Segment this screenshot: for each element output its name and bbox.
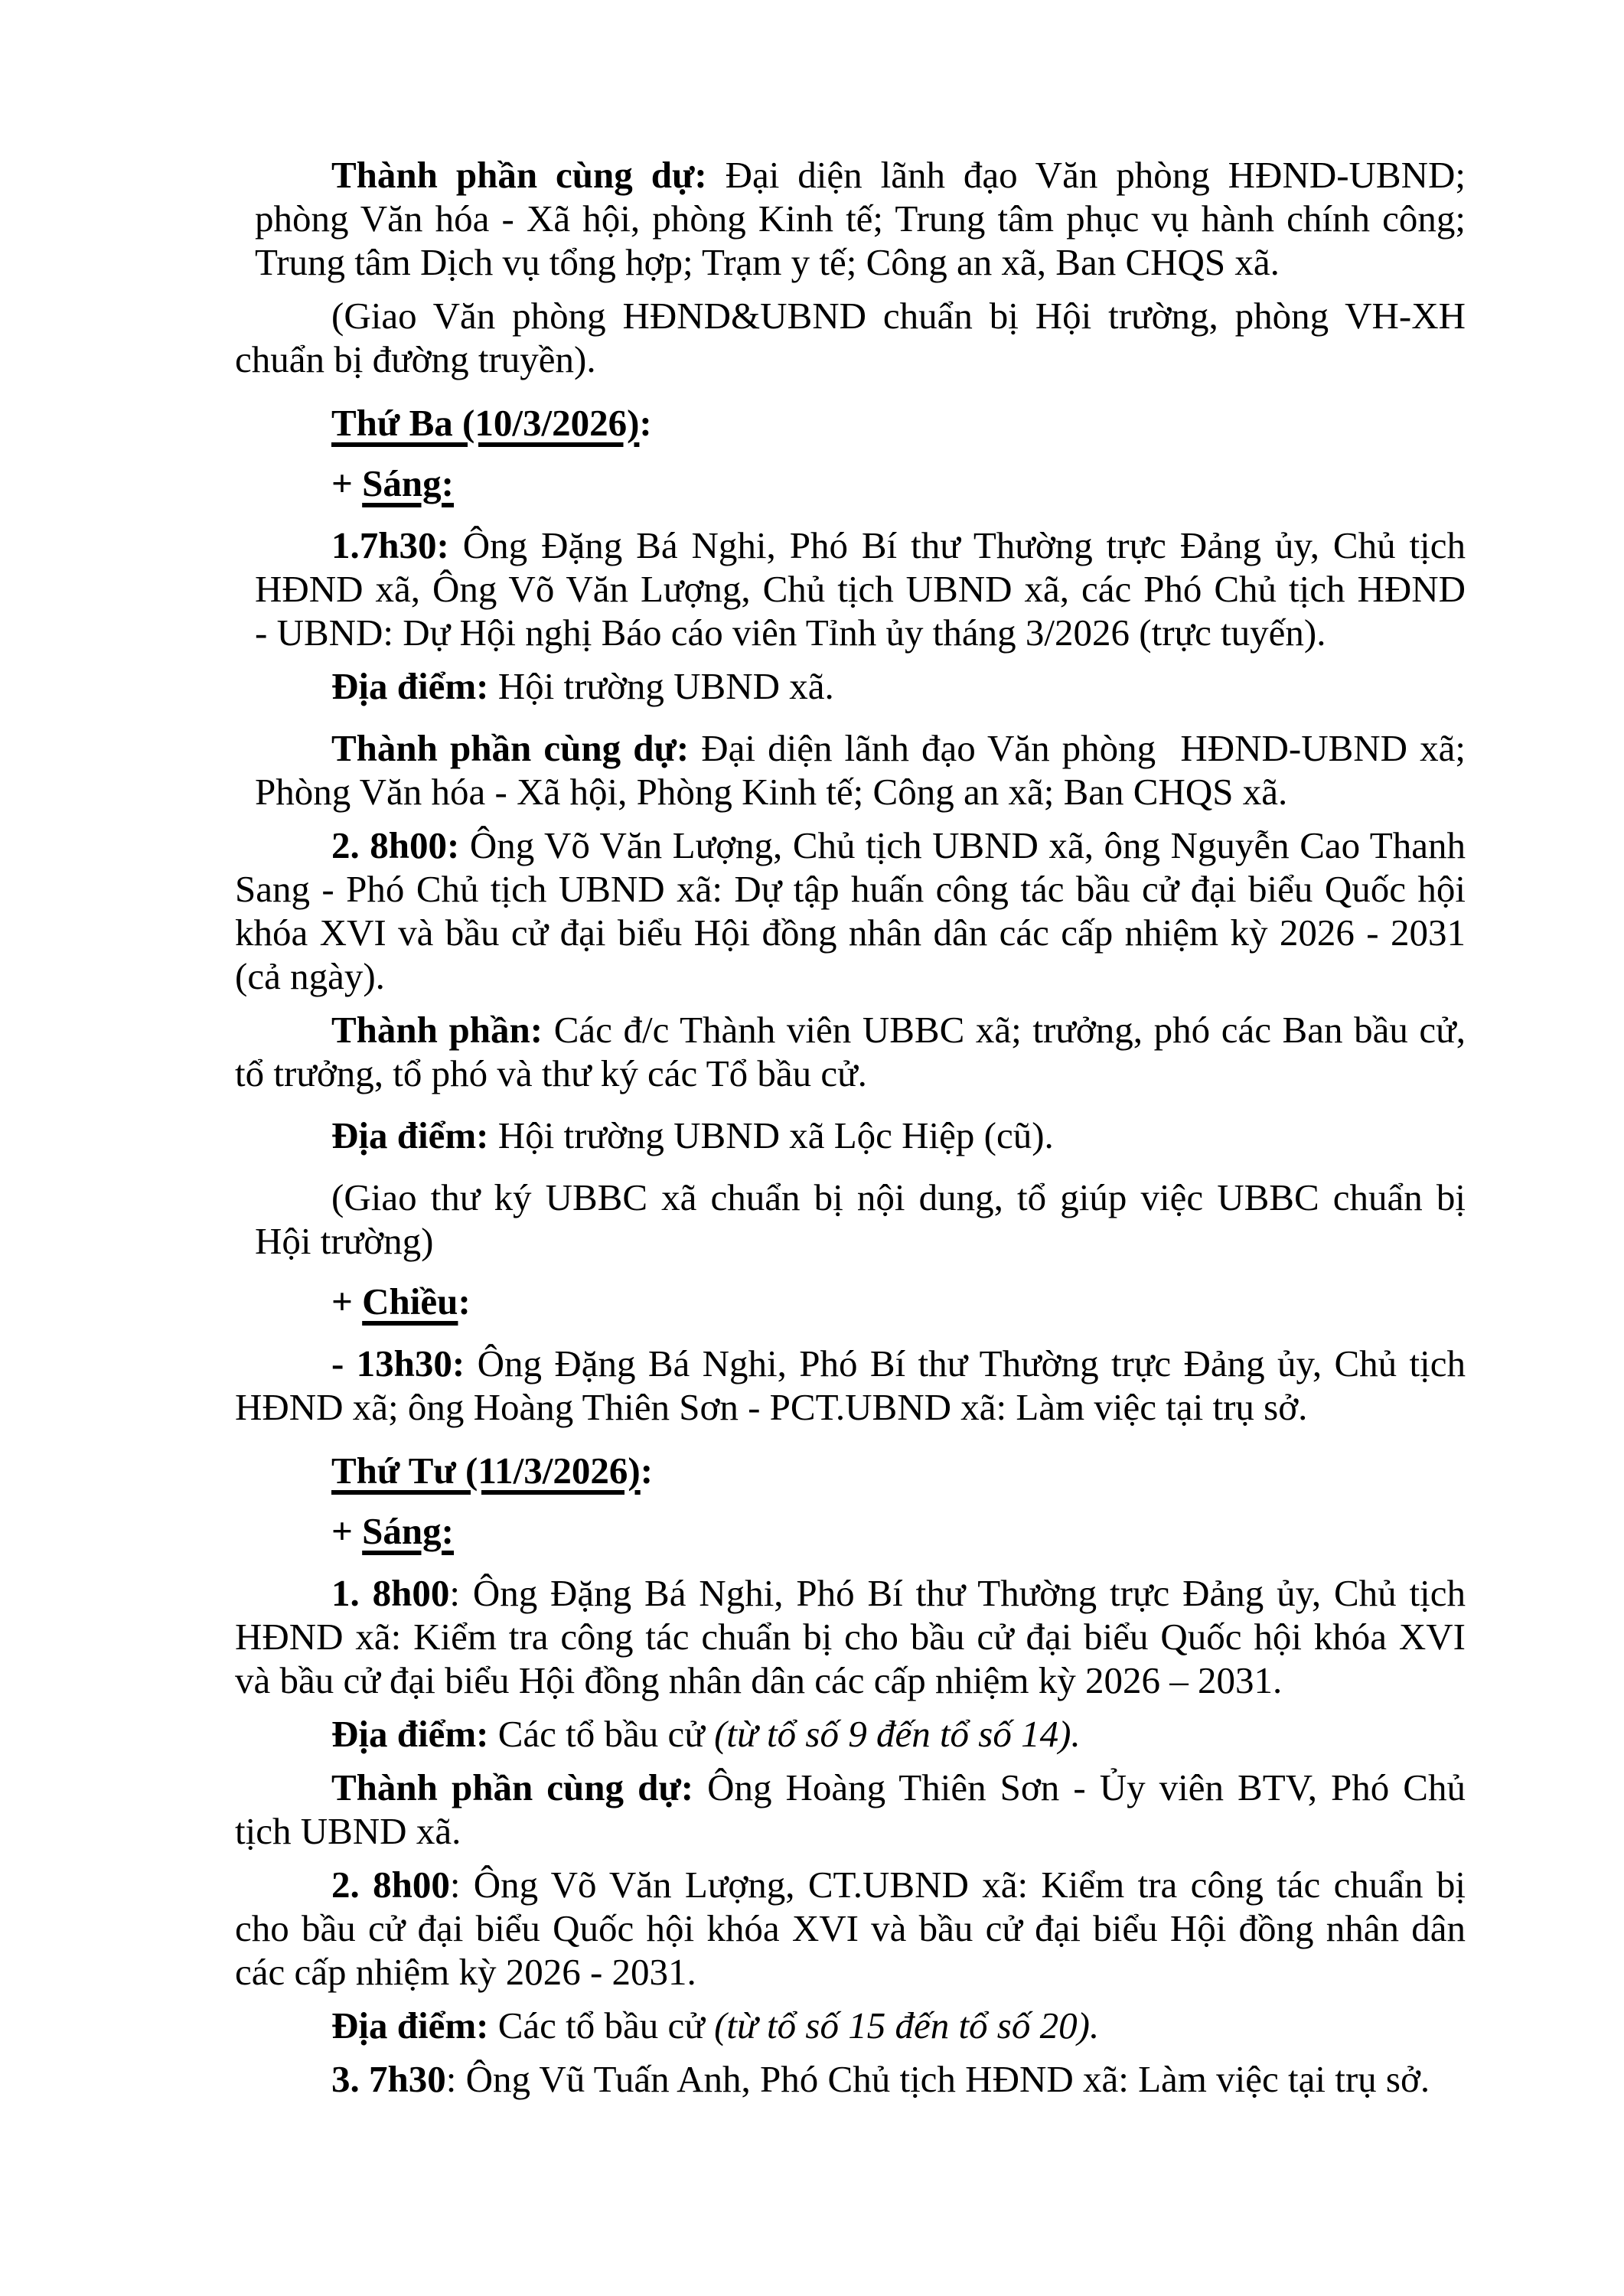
text-segment: Thứ Tư (11/3/2026) bbox=[331, 1450, 641, 1492]
text-line bbox=[235, 1615, 1466, 1658]
text-line bbox=[235, 1008, 1466, 1052]
text-line bbox=[235, 401, 1466, 445]
text-line bbox=[255, 197, 1466, 240]
day-heading-wednesday bbox=[235, 1449, 1466, 1492]
text-segment: (cả ngày). bbox=[235, 955, 385, 997]
text-segment: 3. 7h30 bbox=[331, 2058, 446, 2100]
text-segment: Hội trường UBND xã. bbox=[488, 665, 834, 707]
text-segment: Địa điểm: bbox=[331, 1114, 489, 1156]
text-segment: Thành phần cùng dự: bbox=[331, 1766, 694, 1808]
text-segment: khóa XVI và bầu cử đại biểu Hội đồng nhân dân các cấp nhiệm kỳ 2026 - 2031 bbox=[235, 912, 1466, 954]
text-segment: (Giao thư ký UBBC xã chuẩn bị nội dung, tổ giúp việc UBBC chuẩn bị bbox=[331, 1176, 1466, 1218]
text-line bbox=[235, 1114, 1466, 1157]
text-segment: + bbox=[331, 462, 363, 504]
paragraph-attendees bbox=[235, 1766, 1466, 1853]
text-segment: 2. 8h00 bbox=[331, 1864, 450, 1906]
text-line bbox=[235, 1052, 1466, 1095]
paragraph-item-1-7h30 bbox=[255, 523, 1466, 654]
text-line bbox=[235, 2004, 1466, 2047]
document-body bbox=[235, 153, 1466, 2101]
text-segment: (Giao Văn phòng HĐND&UBND chuẩn bị Hội trường, phòng VH-XH bbox=[331, 295, 1466, 337]
text-line bbox=[235, 867, 1466, 911]
text-segment: tịch UBND xã. bbox=[235, 1810, 461, 1852]
text-segment: Sáng: bbox=[362, 462, 454, 504]
text-segment: HĐND xã, Ông Võ Văn Lượng, Chủ tịch UBND xã, các Phó Chủ tịch HĐND bbox=[255, 568, 1466, 610]
paragraph-attendees-ubbc bbox=[235, 1008, 1466, 1095]
text-line bbox=[235, 1863, 1466, 1906]
text-segment: Thành phần cùng dự: bbox=[331, 154, 707, 196]
text-line bbox=[255, 1176, 1466, 1219]
text-segment: - UBND: Dự Hội nghị Báo cáo viên Tỉnh ủy tháng 3/2026 (trực tuyến). bbox=[255, 612, 1326, 654]
text-segment: Địa điểm: bbox=[331, 665, 489, 707]
text-segment: Sang - Phó Chủ tịch UBND xã: Dự tập huấn công tác bầu cử đại biểu Quốc hội bbox=[235, 868, 1466, 910]
text-segment: : bbox=[458, 1280, 471, 1322]
text-line bbox=[255, 240, 1466, 284]
paragraph-attendees bbox=[255, 726, 1466, 814]
text-segment: Chiều bbox=[362, 1280, 458, 1322]
paragraph-attendees-monday bbox=[255, 153, 1466, 284]
text-segment: Các tổ bầu cử bbox=[488, 1713, 715, 1755]
text-line bbox=[235, 1712, 1466, 1756]
text-segment: Hội trường) bbox=[255, 1220, 434, 1262]
text-segment: HĐND xã; ông Hoàng Thiên Sơn - PCT.UBND xã: Làm việc tại trụ sở. bbox=[235, 1386, 1308, 1428]
text-segment: phòng Văn hóa - Xã hội, phòng Kinh tế; Trung tâm phục vụ hành chính công; bbox=[255, 197, 1466, 240]
paragraph-item-13h30 bbox=[235, 1342, 1466, 1429]
text-segment: tổ trưởng, tổ phó và thư ký các Tổ bầu cử. bbox=[235, 1052, 867, 1094]
text-segment: Ông Võ Văn Lượng, Chủ tịch UBND xã, ông Nguyễn Cao Thanh bbox=[459, 824, 1466, 866]
text-line bbox=[235, 338, 1466, 381]
session-heading-afternoon bbox=[235, 1280, 1466, 1323]
text-segment: (từ tổ số 9 đến tổ số 14). bbox=[714, 1713, 1081, 1755]
text-segment: Phòng Văn hóa - Xã hội, Phòng Kinh tế; Công an xã; Ban CHQS xã. bbox=[255, 771, 1288, 813]
paragraph-item-2-8h00 bbox=[235, 1863, 1466, 1994]
text-line bbox=[255, 567, 1466, 611]
text-line bbox=[235, 1766, 1466, 1809]
text-segment: + bbox=[331, 1510, 363, 1552]
text-line bbox=[235, 2057, 1466, 2101]
text-line bbox=[235, 1280, 1466, 1323]
text-line bbox=[235, 954, 1466, 998]
text-segment: : Ông Vũ Tuấn Anh, Phó Chủ tịch HĐND xã: Làm việc tại trụ sở. bbox=[445, 2058, 1430, 2100]
text-line bbox=[255, 1219, 1466, 1263]
text-line bbox=[235, 664, 1466, 708]
text-segment: Thứ Ba (10/3/2026) bbox=[331, 402, 640, 444]
text-line bbox=[235, 1950, 1466, 1994]
paragraph-location-groups-9-14 bbox=[235, 1712, 1466, 1756]
text-segment: Địa điểm: bbox=[331, 1713, 489, 1755]
text-line bbox=[235, 1509, 1466, 1553]
text-segment: - 13h30: bbox=[331, 1342, 465, 1384]
day-heading-tuesday bbox=[235, 401, 1466, 445]
text-segment: Sáng: bbox=[362, 1510, 454, 1552]
text-segment: Thành phần: bbox=[331, 1009, 543, 1051]
text-line bbox=[255, 726, 1466, 770]
text-segment: Đại diện lãnh đạo Văn phòng HĐND-UBND xã; bbox=[689, 727, 1466, 769]
paragraph-item-2-8h00 bbox=[235, 823, 1466, 998]
text-line bbox=[235, 823, 1466, 867]
text-segment: và bầu cử đại biểu Hội đồng nhân dân các cấp nhiệm kỳ 2026 – 2031. bbox=[235, 1659, 1283, 1701]
text-line bbox=[235, 1449, 1466, 1492]
text-segment: các cấp nhiệm kỳ 2026 - 2031. bbox=[235, 1951, 696, 1993]
text-line bbox=[235, 1385, 1466, 1429]
paragraph-note-assignment bbox=[255, 1176, 1466, 1263]
text-segment: Ông Đặng Bá Nghi, Phó Bí thư Thường trực Đảng ủy, Chủ tịch bbox=[448, 524, 1466, 566]
text-line bbox=[255, 153, 1466, 197]
paragraph-location-groups-15-20 bbox=[235, 2004, 1466, 2047]
session-heading-morning bbox=[235, 461, 1466, 505]
paragraph-location bbox=[235, 1114, 1466, 1157]
text-segment: : Ông Đặng Bá Nghi, Phó Bí thư Thường trực Đảng ủy, Chủ tịch bbox=[449, 1572, 1466, 1614]
text-line bbox=[255, 611, 1466, 654]
text-segment: Trung tâm Dịch vụ tổng hợp; Trạm y tế; Công an xã, Ban CHQS xã. bbox=[255, 241, 1280, 283]
paragraph-item-1-8h00 bbox=[235, 1571, 1466, 1702]
text-segment: Thành phần cùng dự: bbox=[331, 727, 690, 769]
text-segment: cho bầu cử đại biểu Quốc hội khóa XVI và bầu cử đại biểu Hội đồng nhân dân bbox=[235, 1907, 1466, 1949]
text-segment: : bbox=[639, 402, 652, 444]
text-segment: Hội trường UBND xã Lộc Hiệp (cũ). bbox=[488, 1114, 1054, 1156]
text-line bbox=[235, 1658, 1466, 1702]
text-segment: HĐND xã: Kiểm tra công tác chuẩn bị cho bầu cử đại biểu Quốc hội khóa XVI bbox=[235, 1616, 1466, 1658]
text-line bbox=[235, 911, 1466, 954]
paragraph-note-assignment bbox=[235, 294, 1466, 381]
text-segment: 2. 8h00: bbox=[331, 824, 460, 866]
text-segment: Địa điểm: bbox=[331, 2004, 489, 2047]
text-segment: Đại diện lãnh đạo Văn phòng HĐND-UBND; bbox=[706, 154, 1466, 196]
text-segment: Các tổ bầu cử bbox=[488, 2004, 715, 2047]
text-segment: 1. 8h00 bbox=[331, 1572, 450, 1614]
text-segment: Các đ/c Thành viên UBBC xã; trưởng, phó các Ban bầu cử, bbox=[543, 1009, 1466, 1051]
text-line bbox=[235, 1809, 1466, 1853]
text-line bbox=[255, 770, 1466, 814]
text-segment: Ông Hoàng Thiên Sơn - Ủy viên BTV, Phó Chủ bbox=[693, 1766, 1466, 1808]
text-segment: (từ tổ số 15 đến tổ số 20). bbox=[714, 2004, 1100, 2047]
text-segment: + bbox=[331, 1280, 363, 1322]
text-line bbox=[235, 1906, 1466, 1950]
paragraph-item-3-7h30 bbox=[235, 2057, 1466, 2101]
text-line bbox=[235, 1342, 1466, 1385]
session-heading-morning bbox=[235, 1509, 1466, 1553]
text-line bbox=[255, 523, 1466, 567]
text-segment: chuẩn bị đường truyền). bbox=[235, 338, 596, 380]
text-segment: : Ông Võ Văn Lượng, CT.UBND xã: Kiểm tra công tác chuẩn bị bbox=[449, 1864, 1466, 1906]
text-line bbox=[235, 294, 1466, 338]
text-line bbox=[235, 461, 1466, 505]
text-line bbox=[235, 1571, 1466, 1615]
text-segment: : bbox=[640, 1450, 654, 1492]
text-segment: Ông Đặng Bá Nghi, Phó Bí thư Thường trực Đảng ủy, Chủ tịch bbox=[465, 1342, 1466, 1384]
paragraph-location bbox=[235, 664, 1466, 708]
text-segment: 1.7h30: bbox=[331, 524, 449, 566]
